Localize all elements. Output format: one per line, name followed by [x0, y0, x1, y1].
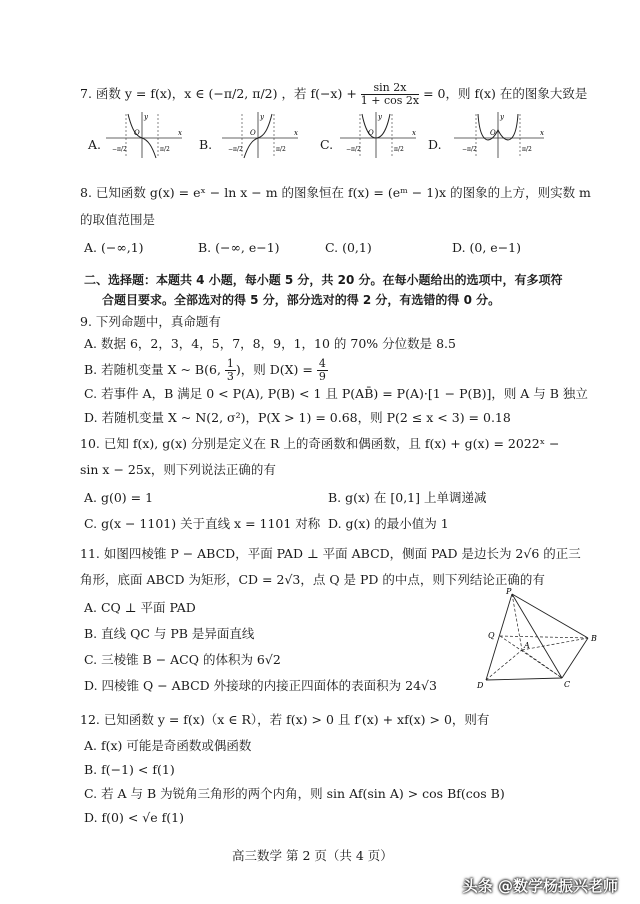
- q11-label-q: Q: [488, 631, 495, 640]
- q7b-x-label: x: [294, 129, 298, 137]
- q8-option-c: C. (0,1): [325, 240, 372, 255]
- q11-stem-2: 角形，底面 ABCD 为矩形，CD = 2√3，点 Q 是 PD 的中点，则下列结论正确的有: [80, 572, 545, 587]
- q7-stem-c: = 0，则 f(x) 在的图象大致是: [423, 86, 588, 101]
- q7-stem-b: ，若 f(−x) +: [281, 86, 357, 101]
- q8-stem-2: 的取值范围是: [80, 212, 156, 227]
- q7d-x-label: x: [540, 129, 544, 137]
- q11-option-a: A. CQ ⊥ 平面 PAD: [84, 600, 196, 615]
- q11-label-p: P: [506, 588, 512, 596]
- q7-fraction: [361, 82, 419, 107]
- q11-option-b: B. 直线 QC 与 PB 是异面直线: [84, 626, 255, 641]
- q9-b-frac: [225, 358, 236, 383]
- q9-option-c: C. 若事件 A，B 满足 0 < P(A), P(B) < 1 且 P(AB̄) = P(A)·[1 − P(B)]，则 A 与 B 独立: [84, 386, 588, 401]
- q7d-pos-tick: π/2: [522, 146, 532, 153]
- q7-graph-a: [104, 110, 186, 160]
- q7a-origin: O: [134, 129, 140, 137]
- q9-option-d: D. 若随机变量 X ~ N(2, σ²)，P(X > 1) = 0.68，则 P(2 ≤ x < 3) = 0.18: [84, 410, 511, 425]
- q11-label-b: B: [591, 634, 597, 643]
- q7c-neg-tick: −π/2: [346, 146, 361, 153]
- q7-stem: [80, 82, 587, 107]
- q7-option-b: B.: [199, 137, 213, 152]
- q7-option-a: A.: [88, 137, 102, 152]
- q7a-pos-tick: π/2: [160, 146, 170, 153]
- q12-option-a: A. f(x) 可能是奇函数或偶函数: [84, 738, 252, 753]
- q9-b-ans-num: 4: [318, 357, 326, 370]
- q7-frac-num: sin 2x: [361, 82, 419, 95]
- q7d-origin: O: [490, 129, 496, 137]
- q7-option-d: D.: [428, 137, 442, 152]
- q8-option-a: A. (−∞,1): [84, 240, 144, 255]
- q7-graph-b: [220, 110, 302, 160]
- q9-b-frac-den: 3: [226, 370, 234, 383]
- q10-stem-2: sin x − 25x，则下列说法正确的有: [80, 462, 276, 477]
- q7c-origin: O: [368, 129, 374, 137]
- q9-stem: 9. 下列命题中，真命题有: [80, 314, 221, 329]
- q7c-x-label: x: [412, 129, 416, 137]
- q12-option-c: C. 若 A 与 B 为锐角三角形的两个内角，则 sin Af(sin A) > cos Bf(cos B): [84, 786, 505, 801]
- q12-option-d: D. f(0) < √e f(1): [84, 810, 184, 825]
- q7b-y-label: y: [260, 113, 264, 121]
- q7d-y-label: y: [500, 113, 504, 121]
- q7a-y-label: y: [144, 113, 148, 121]
- q12-option-b: B. f(−1) < f(1): [84, 762, 175, 777]
- q9-b-ans-den: 9: [318, 370, 326, 383]
- q11-label-a: A: [524, 641, 530, 650]
- q10-option-a: A. g(0) = 1: [84, 490, 154, 505]
- q7d-neg-tick: −π/2: [462, 146, 477, 153]
- q7-graph-d: [452, 110, 548, 160]
- q7b-origin: O: [250, 129, 256, 137]
- q10-stem-1: 10. 已知 f(x), g(x) 分别是定义在 R 上的奇函数和偶函数，且 f(x) + g(x) = 2022ˣ −: [80, 436, 560, 451]
- q9-option-a: A. 数据 6，2，3，4，5，7，8，9，1，10 的 70% 分位数是 8.5: [84, 336, 456, 351]
- q8-option-d: D. (0, e−1): [452, 240, 522, 255]
- q9-b-mid: )，则 D(X) =: [235, 362, 317, 377]
- q7c-pos-tick: π/2: [394, 146, 404, 153]
- q7-option-c: C.: [320, 137, 334, 152]
- q12-stem: 12. 已知函数 y = f(x)（x ∈ R），若 f(x) > 0 且 f′(x) + xf(x) > 0，则有: [80, 712, 490, 727]
- q11-stem-1: 11. 如图四棱锥 P − ABCD，平面 PAD ⊥ 平面 ABCD，侧面 PAD 是边长为 2√6 的正三: [80, 546, 581, 561]
- q11-label-c: C: [564, 680, 571, 689]
- q9-option-b: [84, 358, 328, 383]
- q11-label-d: D: [477, 681, 484, 690]
- q7a-x-label: x: [178, 129, 182, 137]
- q8-option-b: B. (−∞, e−1): [198, 240, 280, 255]
- q7-frac-den: 1 + cos 2x: [360, 94, 420, 107]
- q10-option-b: B. g(x) 在 [0,1] 上单调递减: [328, 490, 487, 505]
- q7c-y-label: y: [378, 113, 382, 121]
- q7a-neg-tick: −π/2: [112, 146, 127, 153]
- q7-stem-a: 7. 函数 y = f(x)，x ∈: [80, 86, 205, 101]
- q11-option-c: C. 三棱锥 B − ACQ 的体积为 6√2: [84, 652, 281, 667]
- section2-line-1: 二、选择题：本题共 4 小题，每小题 5 分，共 20 分。在每小题给出的选项中，有多项符: [84, 273, 563, 287]
- q7b-neg-tick: −π/2: [228, 146, 243, 153]
- q11-pyramid-figure: [474, 588, 604, 692]
- q8-stem-1: 8. 已知函数 g(x) = eˣ − ln x − m 的图象恒在 f(x) = (eᵐ − 1)x 的图象的上方，则实数 m: [80, 185, 591, 200]
- q10-option-d: D. g(x) 的最小值为 1: [328, 516, 449, 531]
- q7b-pos-tick: π/2: [276, 146, 286, 153]
- q11-option-d: D. 四棱锥 Q − ABCD 外接球的内接正四面体的表面积为 24√3: [84, 678, 437, 693]
- q9-b-frac-num: 1: [226, 357, 234, 370]
- q7-graph-c: [338, 110, 420, 160]
- q10-option-c: C. g(x − 1101) 关于直线 x = 1101 对称: [84, 516, 321, 531]
- section2-line-2: 合题目要求。全部选对的得 5 分，部分选对的得 2 分，有选错的得 0 分。: [102, 293, 501, 307]
- q9-b-pre: B. 若随机变量 X ~ B(6,: [84, 362, 225, 377]
- watermark: 头条 @数学杨振兴老师: [462, 877, 618, 895]
- page-footer: 高三数学 第 2 页（共 4 页）: [232, 848, 393, 863]
- q9-b-ans: [317, 358, 328, 383]
- q7-interval: (−π/2, π/2): [208, 86, 278, 101]
